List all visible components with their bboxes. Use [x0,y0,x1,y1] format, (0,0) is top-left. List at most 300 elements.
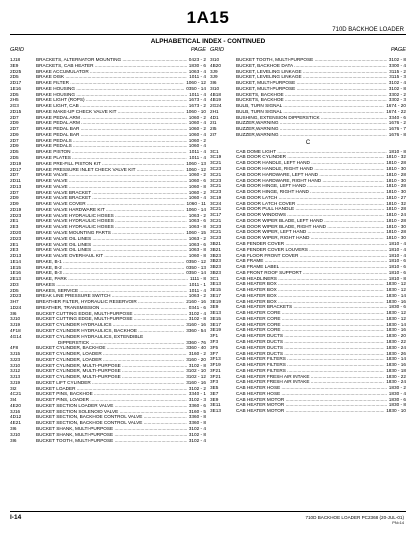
page-ref: 1810 - 8 [388,148,406,154]
grid-ref: 3J10 [10,316,21,322]
grid-ref: 2E3 [10,224,19,230]
entry-description: BUSHING, EXTENSION DIPPERSTICK ..... [236,115,387,121]
page-ref: 3115 - 3 [389,74,406,80]
page-ref: 3102 - 4 [188,437,206,443]
page-ref: 1011 - 1 [189,281,206,287]
header-rule [10,34,406,35]
page-ref: 3102 - 8 [388,57,406,62]
grid-ref: 2D23 [10,235,22,241]
entry-description: BREATHER FILTER, HYDRAULIC RESERVOIR ..... [36,299,184,305]
grid-ref: 3E19 [210,327,221,333]
page-ref: 1060 - 2 [188,137,206,143]
entry-description: BRAKE VALVE BRACKET ..... [36,195,187,201]
page-ref: 1810 - 4 [388,240,406,246]
grid-ref: 3B21 [210,246,221,252]
entry-description: CAB HEATER DUCTS ..... [236,333,384,339]
entry-description: CAB HEATER MOTOR ..... [236,408,384,414]
page-ref: 1060 - 6 [188,178,206,184]
page-ref: 3302 - 3 [388,97,406,103]
page-ref: 3102 - 8 [188,316,206,322]
page-ref: 1060 - 8 [188,253,206,259]
entry-description: CAB HEATER CORE ..... [236,322,384,328]
page-ref: 1830 - 12 [386,281,406,287]
entry-description: CAB HEATER DUCTS ..... [236,339,384,345]
grid-ref: 2D7 [10,126,19,132]
page-ref: 1060 - 4 [188,131,206,137]
page-ref: 1830 - 6 [388,396,406,402]
grid-ref: 4C21 [10,391,22,397]
grid-ref: 3J13 [10,374,21,380]
page-ref: 3102 - 10 [186,368,206,374]
grid-ref: 2E13 [10,276,21,282]
page-ref: 1830 - 12 [386,315,406,321]
entry-description: CAB DOOR WIPER, RIGHT HAND ..... [236,235,384,241]
entry-description: BRAKE VALVE BRACKET ..... [36,190,187,196]
grid-ref: 3F21 [210,373,221,379]
page-id: 1A15 [186,8,230,27]
entry-description: BRAKE PISTON ..... [36,149,187,155]
footer-text: 710D BACKHOE LOADER PC2368 (20-JUL-01) [305,515,404,520]
grid-ref: 2D7 [10,137,19,143]
grid-ref: 3C23 [210,223,222,229]
grid-ref: 2G3 [10,103,19,109]
entry-description: BUCKET PINS, BACKHOE ..... [36,391,187,397]
entry-description: BRACKETS, ALTERNATOR MOUNTING ..... [36,57,187,63]
entry-description: BUCKET SHANK, MULTI-PURPOSE ..... [36,432,187,438]
grid-ref: 3J16 [10,408,21,414]
entry-description: BRAKE PRE-FILL PISTON KIT ..... [36,161,184,167]
grid-ref: 3C19 [210,194,222,200]
entry-description: CAB DOOR WIPER BLADE, RIGHT HAND ..... [236,224,384,230]
page-ref: 1830 - 14 [386,292,406,298]
entry-description: CAB HEATER HOSE ..... [236,385,387,391]
index-entry [210,408,406,414]
entry-description: BUCKET LOADER ..... [36,386,187,392]
right-index-rows-c [210,149,406,414]
grid-ref: 2D9 [10,195,19,201]
entry-description: CAB DOOR HARDWARE, LEFT HAND ..... [236,172,384,178]
grid-ref: 3E9 [210,396,219,402]
grid-ref: 2D17 [10,80,22,86]
grid-ref: 3C21 [210,160,222,166]
page-ref: 0350 - 13 [186,264,206,270]
page-ref: 2160 - 16 [186,299,206,305]
entry-description: CAB HEATER MOTOR ..... [236,397,387,403]
entry-description: CAB FLOOR FRONT COVER ..... [236,253,387,259]
page-ref: 1676 - 2 [388,120,406,126]
page-ref: 1830 - 22 [386,373,406,379]
entry-description: BUCKET SECTION LOADER VALVE ..... [36,403,187,409]
entry-description: BUCKET CYLINDER, MULTI-PURPOSE ..... [36,363,187,369]
grid-ref: 2D25 [10,68,22,74]
page-ref: 3102 - 12 [186,374,206,380]
grid-ref: 3I6 [10,426,17,431]
grid-ref: 2D23 [10,293,22,299]
page-ref: 1830 - 22 [386,338,406,344]
entry-description: BRAKES ..... [36,282,187,288]
page-ref: 1830 - 6 [188,62,206,68]
grid-ref: 1D24 [10,304,22,310]
grid-ref: 3E15 [210,287,221,293]
grid-ref: 3J9 [210,68,218,74]
page-ref: 1830 - 12 [386,287,406,293]
entry-description: CAB HEATER CORE ..... [236,310,384,316]
entry-description: BRAKE, PARK ..... [36,276,188,282]
page-ref: 3160 - 16 [186,322,206,328]
entry-description: BUCKET SECTION, BACKHOE CONTROL VALVE ..... [36,414,187,420]
entry-description: CAB FRAME ..... [236,258,387,264]
grid-ref: 3C23 [210,177,222,183]
entry-description: BUCKET TOOTH, MULTI-PURPOSE ..... [236,57,387,63]
page-ref: 3160 - 16 [186,379,206,385]
right-column-header [210,47,406,57]
page-ref: 1060 - 8 [188,183,206,189]
page-ref: 1810 - 30 [386,177,406,183]
page-ref: 1060 - 2 [188,172,206,178]
entry-description: BRAKE MAKE-UP CHECK VALVE KIT ..... [36,109,184,115]
grid-column-label: GRID [210,47,224,53]
entry-description: BRAKE DISK ..... [36,74,187,80]
page-ref: 0350 - 14 [186,85,206,91]
grid-ref: 3J10 [10,362,21,368]
page-ref: 1011 - 4 [189,149,206,155]
entry-description: BUCKET TOOTH, MULTI-PURPOSE ..... [36,438,187,444]
grid-ref: 3C23 [210,235,222,241]
page-ref: 1060 - 10 [186,108,206,114]
grid-ref: 3F3 [210,379,219,385]
entry-description: CAB DOOR HARDWARE, RIGHT HAND ..... [236,178,384,184]
page-ref: 0350 - 12 [186,258,206,264]
page-ref: 3102 - 8 [188,431,206,437]
page-ref: 1830 - 26 [386,350,406,356]
page-ref: 1810 - 30 [386,189,406,195]
entry-description: BUZZER,WARNING ..... [236,132,387,138]
grid-ref: 3B23 [210,252,221,258]
page-ref: 1011 - 4 [189,287,206,293]
grid-ref: 3E15 [210,315,221,321]
page-ref: 1674 - 20 [386,103,406,109]
page-ref: 1810 - 8 [388,275,406,281]
left-column-header [10,47,206,57]
grid-ref: 2G24 [210,103,222,109]
grid-ref: 2D17 [10,166,22,172]
entry-description: CAB HEADLINERS ..... [236,276,387,282]
right-index-column [210,47,406,414]
entry-description: BUZZER,WARNING ..... [236,126,387,132]
page-ref: 1810 - 32 [386,154,406,160]
page-ref: 3360 - 40 [186,345,206,351]
grid-ref: 3C21 [210,206,222,212]
page-ref: 1810 - 6 [388,269,406,275]
entry-description: CAB HEATER FILTERS ..... [236,362,384,368]
page-ref: 1810 - 32 [386,200,406,206]
page-ref: 1676 - 8 [388,131,406,137]
page-ref: 1063 - 2 [188,293,206,299]
grid-ref: 4B20 [210,62,221,68]
grid-column-label: GRID [10,47,24,53]
section-letter-c: C [305,139,311,146]
grid-ref: 3E11 [210,402,221,408]
entry-description: BUCKET CYLINDER, LOADER ..... [36,351,187,357]
page-ref: 1830 - 8 [388,402,406,408]
grid-ref: 3E19 [210,298,221,304]
entry-description: CAB HEATER CORE ..... [236,327,384,333]
grid-ref: 3F21 [210,367,221,373]
entry-description: BUCKET, MULTI-PURPOSE ..... [236,80,387,86]
grid-ref: 2D15 [10,108,22,114]
index-entry [10,438,206,444]
grid-ref: 3C19 [210,154,222,160]
entry-description: BUCKET CUTTING EDGE, MULTI-PURPOSE ..... [36,316,187,322]
page-ref: 3160 - 20 [186,356,206,362]
page-ref: 3102 - 4 [388,80,406,86]
entry-description: CAB HEATER BOX ..... [236,281,384,287]
entry-description: BREATHER, TRANSMISSION ..... [36,305,187,311]
entry-description: CAB HEATER FRESH AIR INTAKE ..... [236,374,384,380]
grid-ref: 2D7 [10,189,19,195]
left-index-rows [10,57,206,443]
grid-ref: 3F5 [210,344,219,350]
grid-ref: 2D7 [10,114,19,120]
page-ref: 3300 - 4 [388,62,406,68]
grid-ref: 3I6 [210,80,217,86]
entry-description: CAB DOOR HANDLE, RIGHT HAND ..... [236,166,384,172]
machine-title: 710D BACKHOE LOADER [332,27,404,33]
page-ref: 3360 - 54 [186,327,206,333]
page-ref: 3360 - 8 [188,420,206,426]
page-ref: 3102 - 3 [188,397,206,403]
page-ref: 1060 - 4 [188,143,206,149]
entry-description: BUCKET CYLINDER, MULTI-PURPOSE ..... [36,368,184,374]
entry-description: BRAKE PLATES ..... [36,155,187,161]
page-ref: 1063 - 2 [188,235,206,241]
page-ref: 3360 - 76 [186,339,206,345]
page-ref: 1673 - 2 [188,103,206,109]
entry-description: BREAK LINE PRESSURE SWITCH ..... [36,293,187,299]
entry-description: CAB HEATER FILTERS ..... [236,356,384,362]
page-ref: 1830 - 12 [386,310,406,316]
page-ref: 3102 - 4 [188,310,206,316]
page-ref: 1674 - 22 [386,108,406,114]
entry-description: BUCKET CYLINDER, LOADER ..... [36,357,184,363]
entry-description: BRAKE, B-2 ..... [36,265,184,271]
page-ref: 1810 - 27 [386,194,406,200]
grid-ref: 3C21 [210,183,222,189]
page-ref: 1810 - 28 [386,229,406,235]
page-ref: 1111 - 8 [189,276,206,282]
entry-description: BRAKE VALVE HYDRAULIC HOSES ..... [36,218,187,224]
entry-description: BRAKES, SERVICE ..... [36,288,187,294]
grid-ref: 3I10 [210,57,220,62]
entry-description: CAB DOOR LATCH ..... [236,195,384,201]
grid-ref: 3F1 [210,333,219,339]
page-ref: 1830 - 4 [388,390,406,396]
page-ref: 1810 - 30 [386,235,406,241]
page-ref: 1830 - 16 [386,362,406,368]
entry-description: BULB, TURN SIGNAL ..... [236,103,384,109]
entry-description: BRAKE VALVE OVERHAUL KIT ..... [36,253,187,259]
grid-ref: 2D7 [10,172,19,178]
entry-description: BRAKE ACCUMULATOR ..... [36,69,187,75]
entry-description: CAB FRONT ROOF SUPPORT ..... [236,270,387,276]
grid-ref: 3C1 [210,148,219,154]
grid-ref: 3B23 [210,258,221,264]
page-ref: 1676 - 7 [388,126,406,132]
entry-description: CAB DOOR LATCH COVER ..... [236,201,384,207]
entry-description: BUCKET CYLINDER HYDRAULICS, BACKHOE ..... [36,328,184,334]
page-ref: 1830 - 6 [388,304,406,310]
entry-description: BRAKE, B-1 ..... [36,259,184,265]
entry-description: BRAKE LIGHT (ROPS) ..... [36,97,187,103]
grid-ref: 3F7 [210,350,219,356]
grid-ref: 3C21 [210,171,222,177]
grid-ref: 4E21 [10,420,21,426]
page-ref: 1063 - 6 [188,241,206,247]
entry-description: BRAKE VALVE ..... [36,172,187,178]
grid-ref: 3J23 [10,356,21,362]
page-column-label: PAGE [190,47,206,53]
page-ref: 1810 - 4 [388,252,406,258]
grid-ref: 2I7 [210,131,217,137]
grid-ref: 3C23 [210,189,222,195]
grid-ref: 2D5 [10,74,19,80]
page-ref: 1810 - 30 [386,166,406,172]
grid-ref: 3J19 [10,379,21,385]
entry-description: BRAKE VALVE HARDWARE KIT ..... [36,207,184,213]
entry-description: BRACKETS, CAB HEATER ..... [36,63,187,69]
footer-code: PN=14 [392,521,404,525]
page-ref: 1060 - 2 [188,126,206,132]
page-ref: 0350 - 14 [186,270,206,276]
entry-description: BRAKE PEDAL ARM ..... [36,115,187,121]
grid-ref: 3I4 [10,397,17,403]
grid-ref: 3J9 [210,74,218,80]
page-ref: 1060 - 12 [186,80,206,86]
entry-description: CAB DOOR HINGE, LEFT HAND ..... [236,183,384,189]
entry-description: BUCKET, LEVELING LINKAGE ..... [236,74,387,80]
page-ref: 1011 - 4 [189,155,206,161]
entry-description: BUCKET SECTION SOLENOID VALVE ..... [36,409,187,415]
grid-ref: 3E7 [210,390,219,396]
page-ref: 1060 - 2 [188,114,206,120]
page-ref: 3102 - 8 [188,362,206,368]
grid-ref: 3E9 [10,62,19,68]
grid-ref: 3J15 [10,351,21,357]
page-ref: 1060 - 14 [186,206,206,212]
entry-description: BRAKE VALVE HYDRAULIC HOSES ..... [36,224,187,230]
entry-description: BULB, TURN SIGNAL ..... [236,109,384,115]
entry-description: BUCKET, MULTI-PURPOSE ..... [236,86,387,92]
page-ref: 1060 - 15 [186,229,206,235]
grid-ref: 2D19 [10,160,22,166]
page-ref: 3160 - 5 [188,408,206,414]
page-ref: 1830 - 14 [386,356,406,362]
entry-description: CAB HEATER HOSE ..... [236,391,387,397]
page-ref: 1810 - 4 [388,246,406,252]
grid-ref: 2D5 [10,155,19,161]
entry-description: BRAKE FILTER ..... [36,80,184,86]
page-ref: 3115 - 2 [389,68,406,74]
grid-ref: 3F19 [210,362,221,368]
page-ref: 1810 - 28 [386,171,406,177]
page-ref: 3340 - 1 [188,391,206,397]
grid-ref: 3J19 [10,322,21,328]
grid-ref: 1E16 [10,270,21,276]
page-ref: 3160 - 2 [188,351,206,357]
grid-ref: 3E5 [210,385,219,391]
entry-description: BRAKE HOUSING ..... [36,86,184,92]
grid-ref: 2D23 [10,212,22,218]
page-ref: 3102 - 4 [188,426,206,431]
entry-description: BUCKET CYLINDER, MULTI-PURPOSE ..... [36,374,184,380]
grid-ref: 2D20 [10,229,22,235]
page-ref: 1830 - 18 [386,367,406,373]
entry-description: BRAKE VALVE MOUNTING PARTS ..... [36,230,184,236]
page-ref: 1830 - 16 [386,298,406,304]
footer-rule [10,511,406,512]
grid-ref: 3C24 [210,200,222,206]
grid-ref: 2D11 [10,178,21,184]
page-ref: 1060 - 2 [188,189,206,195]
entry-description: BUZZER,WARNING ..... [236,120,387,126]
entry-description: BUCKET, LEVELING LINKAGE ..... [236,69,387,75]
page-ref: 1673 - 4 [188,97,206,103]
entry-description: BRAKE VALVE COVER ..... [36,201,185,207]
grid-ref: 2D5 [10,149,19,155]
page-ref: 1063 - 6 [188,218,206,224]
page-ref: 1810 - 24 [386,212,406,218]
grid-ref: 2D3 [10,281,19,287]
page-column-label: PAGE [390,47,406,53]
grid-ref: 2D9 [10,120,19,126]
grid-ref: 3F13 [210,356,221,362]
entry-description: CAB HEATER DUCTS ..... [236,345,384,351]
page-ref: 1810 - 28 [386,160,406,166]
grid-ref: 2I5 [210,126,217,132]
grid-ref: 2D13 [10,253,22,259]
page-ref: 1060 - 4 [188,120,206,126]
entry-description: CAB HEATER BOX ..... [236,293,384,299]
page-ref: 1830 - 24 [386,379,406,385]
grid-ref: 2D5 [10,91,19,97]
grid-ref: 4D1 [210,114,219,120]
grid-ref: 3I6 [10,310,17,316]
grid-ref: 2E3 [10,247,19,253]
entry-description: BRAKE VALVE ..... [36,184,187,190]
grid-ref: 3C1 [210,275,219,281]
entry-description: BUCKET CYLINDER, BACKHOE ..... [36,345,184,351]
grid-ref: 3I10 [210,85,220,91]
grid-ref: 4F18 [10,327,21,333]
page-ref: 1011 - 4 [189,91,206,97]
page-ref: 1060 - 13 [186,160,206,166]
page-ref: 1060 - 12 [186,166,206,172]
entry-description: CAB HEATER BRACKETS ..... [236,304,387,310]
left-index-column [10,47,206,443]
grid-ref: 3I2 [10,385,17,391]
index-title: ALPHABETICAL INDEX - CONTINUED [150,38,266,45]
right-index-rows-b [210,57,406,138]
entry-description: CAB HEATER FRESH AIR INTAKE ..... [236,379,384,385]
grid-ref: 2D5 [10,287,19,293]
page-ref: 3340 - 6 [388,114,406,120]
entry-description: CAB HEATER CORE ..... [236,316,384,322]
entry-description: BUCKET SHANK, MULTI-PURPOSE ..... [36,426,187,432]
entry-description: BRAKE PEDAL BAR ..... [36,132,187,138]
entry-description: BRAKE, B-3 ..... [36,270,184,276]
grid-ref: 4B19 [210,97,221,103]
grid-ref: 1E16 [10,85,21,91]
